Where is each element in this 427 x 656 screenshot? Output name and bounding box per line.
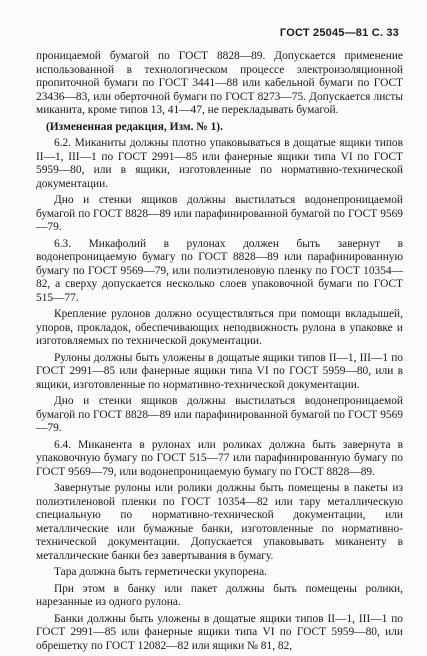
paragraph-6-2: 6.2. Миканиты должны плотно упаковываться в дощатые ящики типов II—1, III—1 по ГОСТ 2991—85 или фанерные ящики типа VI по ГОСТ 5959—80, или в ящики, изготовленные по нормативно-технической документации. (36, 137, 403, 190)
document-body (36, 50, 403, 656)
paragraph-roll-fastening: Крепление рулонов должно осуществляться при помощи вкладышей, упоров, прокладок, обеспечивающих неподвижность рулона в упаковке и изготовляемых по технической документации. (36, 308, 403, 347)
paragraph-box-lining: Дно и стенки ящиков должны выстилаться водонепроницаемой бумагой по ГОСТ 8828—89 или парафинированной бумагой по ГОСТ 9569—79. (36, 194, 403, 233)
paragraph-6-3: 6.3. Микафолий в рулонах должен быть завернут в водонепроницаемую бумагу по ГОСТ 8828—89 или парафинированную бумагу по ГОСТ 9569—79, или полиэтиленовую пленку по ГОСТ 10354—82, а сверху допускается несколько слоев упаковочной бумаги по ГОСТ 515—77. (36, 237, 403, 304)
paragraph-6-4: 6.4. Миканента в рулонах или роликах должна быть завернута в упаковочную бумагу по ГОСТ 515—77 или парафинированную бумагу по ГОСТ 9569—79, или водонепроницаемую бумагу по ГОСТ 8828—89. (36, 438, 403, 478)
paragraph-roll-boxes: Рулоны должны быть уложены в дощатые ящики типов II—1, III—1 по ГОСТ 2991—85 или фанерные ящики типа VI по ГОСТ 5959—80, или в ящики, изготовленные по нормативно-технической документации. (36, 351, 403, 391)
paragraph-packaging: Завернутые рулоны или ролики должны быть помещены в пакеты из полиэтиленовой пленки по ГОСТ 10354—82 или тару металлическую специальную по нормативно-технической документации, или металлические или бумажные банки, изготовленные по нормативно-технической документации. Допускается упаковывать миканенту в металлические банки без завертывания в бумагу. (36, 482, 403, 562)
paragraph-sealing: Тара должна быть герметически укупорена. (54, 566, 268, 578)
paragraph-rollers: При этом в банку или пакет должны быть помещены ролики, нарезанные из одного рулона. (36, 582, 403, 608)
paragraph-box-lining-2: Дно и стенки ящиков должны выстилаться водонепроницаемой бумагой по ГОСТ 8828—89 или парафинированной бумагой по ГОСТ 9569—79. (36, 395, 403, 434)
amendment-note: (Измененная редакция, Изм. № 1). (46, 120, 223, 133)
paragraph-continuation: проницаемой бумагой по ГОСТ 8828—89. Допускается применение использованной в технологическом процессе электроизоляционной пропиточной бумаги по ГОСТ 3441—88 или кабельной бумаги по ГОСТ 23436—83, или оберточной бумаги по ГОСТ 8273—75. Допускается листы миканита, кроме типов 13, 41—47, не перекладывать бумагой. (36, 50, 403, 116)
page-header: ГОСТ 25045—81 С. 33 (279, 27, 399, 39)
paragraph-cans-boxes: Банки должны быть уложены в дощатые ящики типов II—1, III—1 по ГОСТ 2991—85 или фанерные ящики типа VI по ГОСТ 5959—80, или обрешетку по ГОСТ 12082—82 или ящики № 81, 82, (36, 612, 403, 652)
